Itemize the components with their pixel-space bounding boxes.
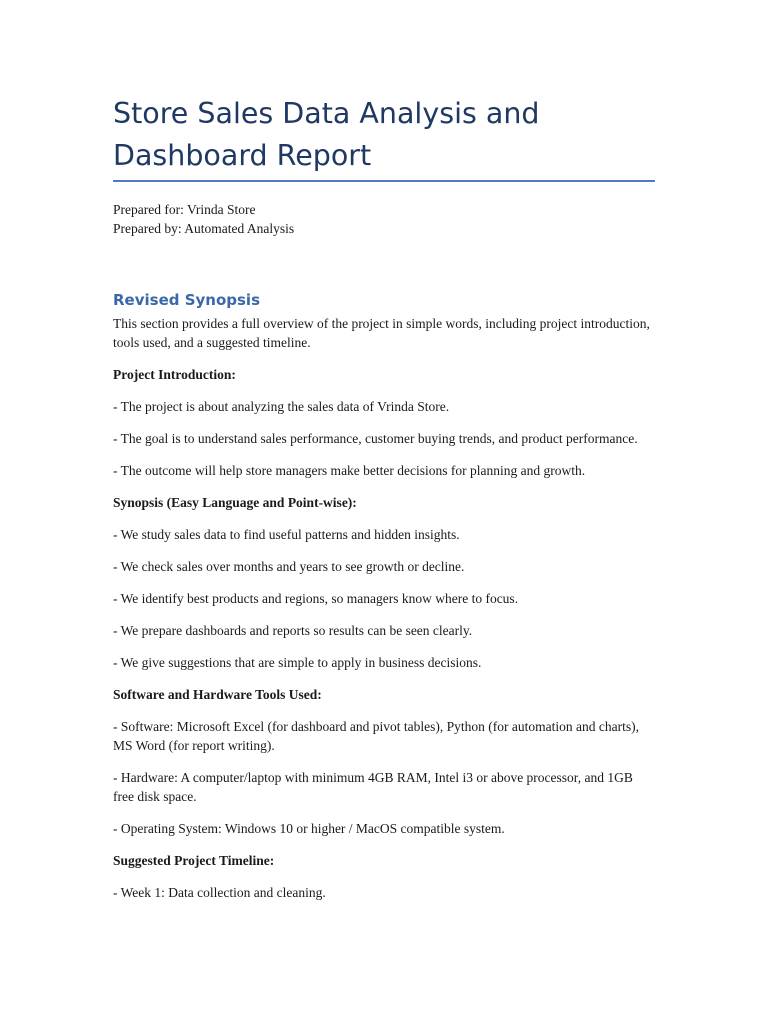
tools-point: - Software: Microsoft Excel (for dashboard and pivot tables), Python (for automation and charts), MS Word (for report writing). [113,719,639,753]
synopsis-point: - We study sales data to find useful patterns and hidden insights. [113,527,460,542]
timeline-heading: Suggested Project Timeline: [113,853,275,868]
section-heading: Revised Synopsis [113,291,261,309]
document-meta [113,200,294,238]
prepared-for: Prepared for: Vrinda Store [113,202,256,217]
title-underline [113,180,655,182]
project-intro-heading: Project Introduction: [113,367,236,382]
title-line-1: Store Sales Data Analysis and [113,97,540,130]
synopsis-point: - We prepare dashboards and reports so results can be seen clearly. [113,623,473,638]
tools-point: - Hardware: A computer/laptop with minimum 4GB RAM, Intel i3 or above processor, and 1GB free disk space. [113,770,633,804]
document-title [113,93,655,177]
project-intro-point: - The outcome will help store managers make better decisions for planning and growth. [113,463,586,478]
synopsis-point: - We identify best products and regions, so managers know where to focus. [113,591,519,606]
intro-paragraph: This section provides a full overview of the project in simple words, including project introduction, tools used, and a suggested timeline. [113,316,650,350]
timeline-point: - Week 1: Data collection and cleaning. [113,885,326,900]
synopsis-point: - We give suggestions that are simple to apply in business decisions. [113,655,482,670]
tools-heading: Software and Hardware Tools Used: [113,687,322,702]
synopsis-heading: Synopsis (Easy Language and Point-wise): [113,495,357,510]
project-intro-point: - The goal is to understand sales performance, customer buying trends, and product performance. [113,431,638,446]
tools-point: - Operating System: Windows 10 or higher / MacOS compatible system. [113,821,505,836]
synopsis-point: - We check sales over months and years to see growth or decline. [113,559,465,574]
section-body [113,314,655,915]
project-intro-point: - The project is about analyzing the sales data of Vrinda Store. [113,399,450,414]
prepared-by: Prepared by: Automated Analysis [113,221,295,236]
title-line-2: Dashboard Report [113,139,372,172]
